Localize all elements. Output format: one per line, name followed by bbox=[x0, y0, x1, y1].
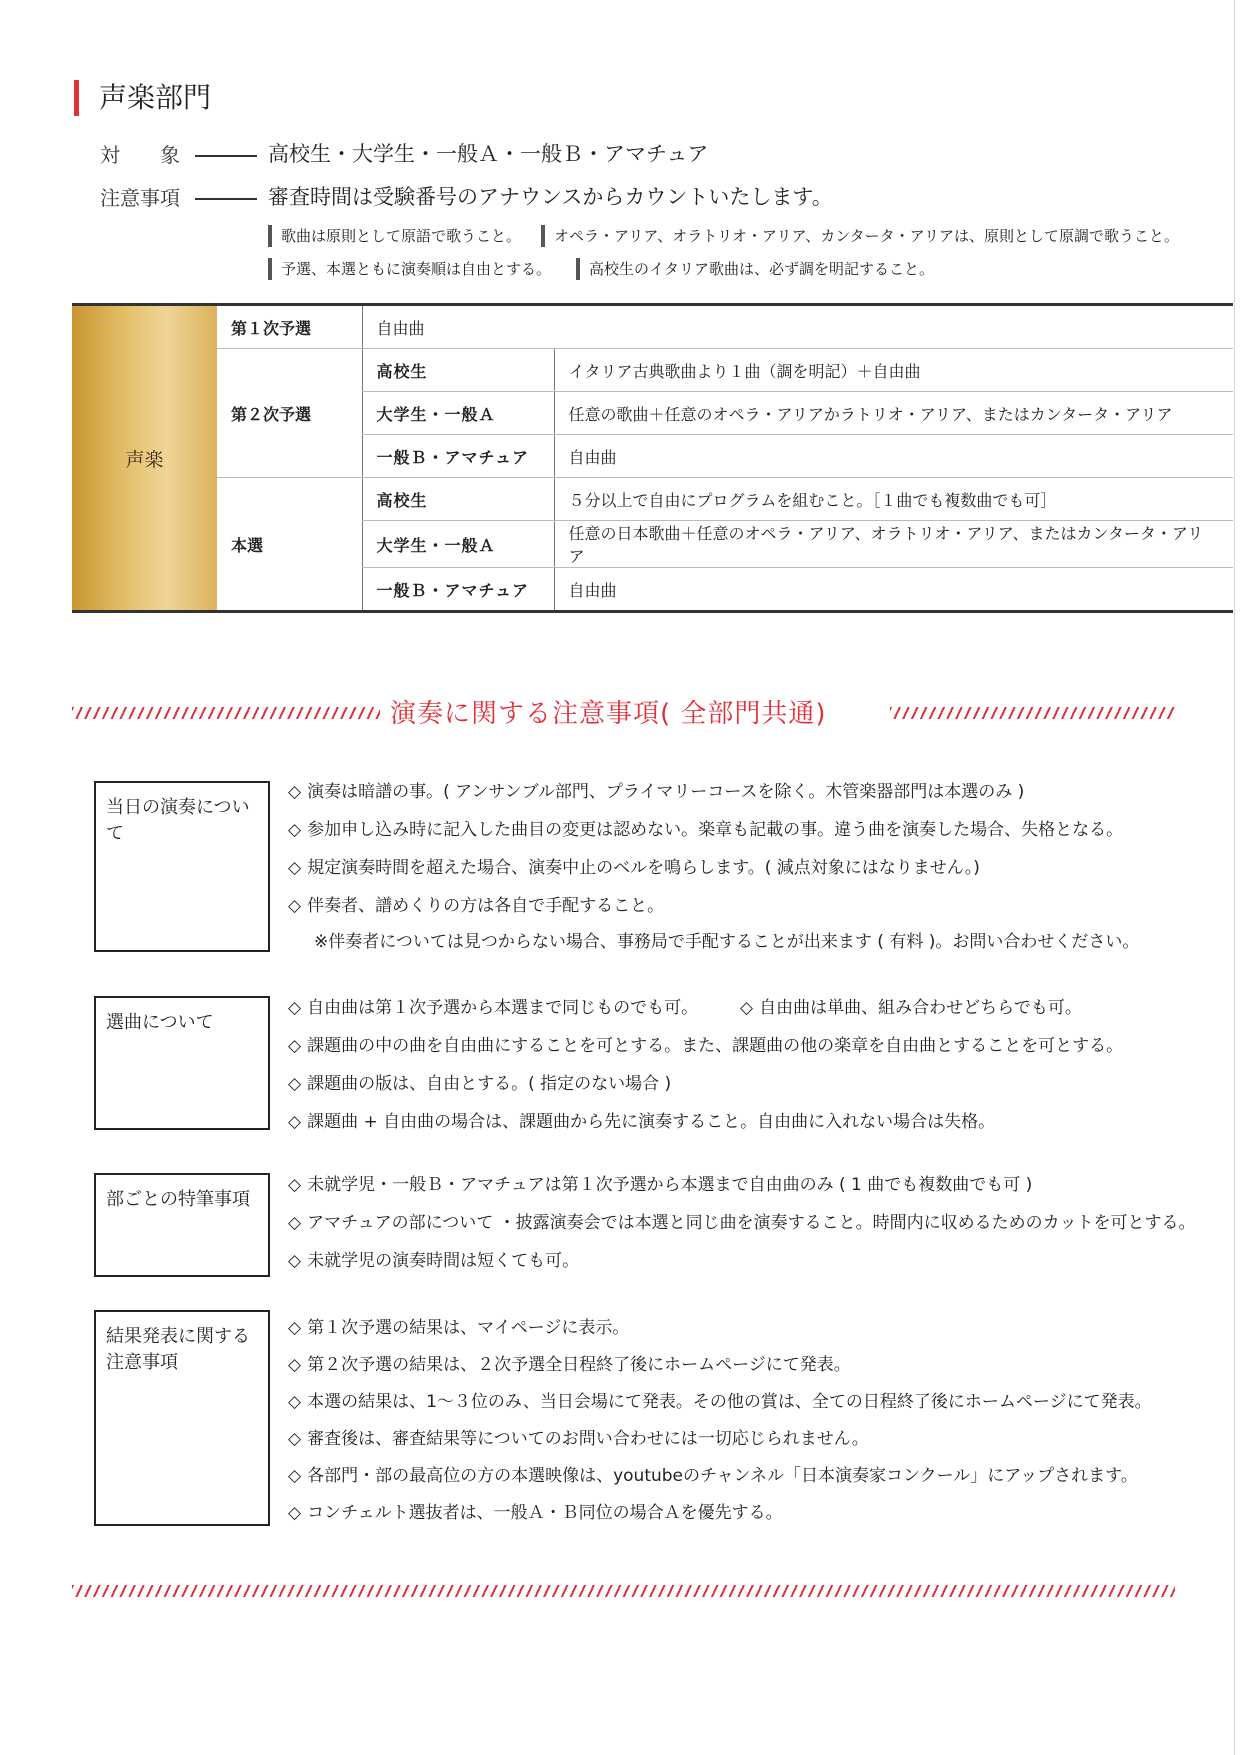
note-item: ◇ 伴奏者、譜めくりの方は各自で手配すること。 bbox=[288, 896, 665, 916]
note-item: ◇ 参加申し込み時に記入した曲目の変更は認めない。楽章も記載の事。違う曲を演奏した場合、失格となる。 bbox=[288, 820, 1124, 840]
requirements-table bbox=[72, 303, 1233, 613]
note-item: ◇ 演奏は暗譜の事。( アンサンブル部門、プライマリーコースを除く。木管楽器部門は本選のみ ) bbox=[288, 782, 1025, 802]
note-item: ◇ 規定演奏時間を超えた場合、演奏中止のベルを鳴らします。( 減点対象にはなりません。) bbox=[288, 858, 980, 878]
stage-name: 本選 bbox=[217, 478, 362, 612]
diamond-icon: ◇ bbox=[288, 998, 302, 1018]
note-item: ◇ 第１次予選の結果は、マイページに表示。 bbox=[288, 1318, 630, 1338]
table-row bbox=[72, 349, 1233, 392]
diamond-icon: ◇ bbox=[288, 1392, 302, 1412]
group-cell: 一般Ｂ・アマチュア bbox=[362, 435, 554, 478]
content-cell: 任意の歌曲＋任意のオペラ・アリアかラトリオ・アリア、またはカンタータ・アリア bbox=[554, 392, 1233, 435]
note-item: オペラ・アリア、オラトリオ・アリア、カンタータ・アリアは、原則として原調で歌うこと。 bbox=[541, 225, 1179, 247]
stage-name: 第２次予選 bbox=[217, 349, 362, 478]
content-cell: 自由曲 bbox=[554, 568, 1233, 612]
caution-label: 注意事項 bbox=[100, 186, 180, 210]
diamond-icon: ◇ bbox=[288, 1466, 302, 1486]
stage-name: 第１次予選 bbox=[217, 305, 362, 349]
caution-dash bbox=[195, 198, 257, 200]
stage-content: 自由曲 bbox=[362, 305, 1233, 349]
section-title: 声楽部門 bbox=[99, 81, 212, 114]
note-item: ◇ 未就学児・一般Ｂ・アマチュアは第１次予選から本選まで自由曲のみ ( 1 曲でも複数曲でも可 ) bbox=[288, 1175, 1033, 1195]
group-cell: 高校生 bbox=[362, 349, 554, 392]
note-item: ◇ 課題曲 + 自由曲の場合は、課題曲から先に演奏すること。自由曲に入れない場合は失格。 bbox=[288, 1112, 996, 1132]
note-footnote: ※伴奏者については見つからない場合、事務局で手配することが出来ます ( 有料 )。お問い合わせください。 bbox=[314, 932, 1140, 952]
content-cell: 自由曲 bbox=[554, 435, 1233, 478]
table-row bbox=[72, 305, 1233, 349]
note-item: ◇ 自由曲は単曲、組み合わせどちらでも可。 bbox=[740, 998, 1082, 1018]
note-item: 予選、本選ともに演奏順は自由とする。 bbox=[268, 258, 551, 280]
note-label-box: 選曲について bbox=[94, 996, 270, 1130]
diamond-icon: ◇ bbox=[288, 820, 302, 840]
diamond-icon: ◇ bbox=[288, 1251, 302, 1271]
content-cell: 任意の日本歌曲＋任意のオペラ・アリア、オラトリオ・アリア、またはカンタータ・アリア bbox=[554, 521, 1233, 568]
diamond-icon: ◇ bbox=[288, 1318, 302, 1338]
diamond-icon: ◇ bbox=[288, 1429, 302, 1449]
content-cell: ５分以上で自由にプログラムを組むこと。［１曲でも複数曲でも可］ bbox=[554, 478, 1233, 521]
diamond-icon: ◇ bbox=[288, 1503, 302, 1523]
diamond-icon: ◇ bbox=[288, 1074, 302, 1094]
note-item: ◇ 第２次予選の結果は、２次予選全日程終了後にホームページにて発表。 bbox=[288, 1355, 851, 1375]
target-label: 対 象 bbox=[100, 143, 180, 167]
group-cell: 大学生・一般Ａ bbox=[362, 392, 554, 435]
diamond-icon: ◇ bbox=[288, 1355, 302, 1375]
hatch-divider bbox=[72, 1585, 1175, 1597]
group-cell: 大学生・一般Ａ bbox=[362, 521, 554, 568]
note-label-box: 結果発表に関する注意事項 bbox=[94, 1310, 270, 1526]
diamond-icon: ◇ bbox=[288, 782, 302, 802]
note-item: ◇ 課題曲の版は、自由とする。( 指定のない場合 ) bbox=[288, 1074, 672, 1094]
note-item: ◇ 審査後は、審査結果等についてのお問い合わせには一切応じられません。 bbox=[288, 1429, 869, 1449]
note-item: ◇ 各部門・部の最高位の方の本選映像は、youtubeのチャンネル「日本演奏家コンクール」にアップされます。 bbox=[288, 1466, 1138, 1486]
hatch-divider bbox=[72, 707, 380, 719]
content-cell: イタリア古典歌曲より１曲（調を明記）＋自由曲 bbox=[554, 349, 1233, 392]
note-item: ◇ 自由曲は第１次予選から本選まで同じものでも可。 bbox=[288, 998, 699, 1018]
banner-title: 演奏に関する注意事項( 全部門共通) bbox=[390, 699, 827, 729]
diamond-icon: ◇ bbox=[740, 998, 754, 1018]
note-item: ◇ コンチェルト選抜者は、一般Ａ・Ｂ同位の場合Ａを優先する。 bbox=[288, 1503, 783, 1523]
group-cell: 一般Ｂ・アマチュア bbox=[362, 568, 554, 612]
diamond-icon: ◇ bbox=[288, 1036, 302, 1056]
note-label-box: 当日の演奏について bbox=[94, 781, 270, 952]
note-label-box: 部ごとの特筆事項 bbox=[94, 1173, 270, 1277]
diamond-icon: ◇ bbox=[288, 1112, 302, 1132]
note-item: ◇ 課題曲の中の曲を自由曲にすることを可とする。また、課題曲の他の楽章を自由曲とすることを可とする。 bbox=[288, 1036, 1124, 1056]
caution-value: 審査時間は受験番号のアナウンスからカウントいたします。 bbox=[268, 185, 833, 209]
diamond-icon: ◇ bbox=[288, 1213, 302, 1233]
note-item: ◇ アマチュアの部について ・披露演奏会では本選と同じ曲を演奏すること。時間内に収めるためのカットを可とする。 bbox=[288, 1213, 1196, 1233]
diamond-icon: ◇ bbox=[288, 858, 302, 878]
category-cell: 声楽 bbox=[72, 305, 217, 612]
target-dash bbox=[195, 155, 257, 157]
section-marker bbox=[74, 80, 79, 116]
page-edge-line bbox=[1234, 0, 1235, 1755]
hatch-divider bbox=[890, 707, 1175, 719]
note-item: 高校生のイタリア歌曲は、必ず調を明記すること。 bbox=[576, 258, 934, 280]
table-row bbox=[72, 478, 1233, 521]
note-item: ◇ 未就学児の演奏時間は短くても可。 bbox=[288, 1251, 580, 1271]
group-cell: 高校生 bbox=[362, 478, 554, 521]
diamond-icon: ◇ bbox=[288, 1175, 302, 1195]
target-value: 高校生・大学生・一般Ａ・一般Ｂ・アマチュア bbox=[268, 142, 709, 166]
note-item: ◇ 本選の結果は、1〜３位のみ、当日会場にて発表。その他の賞は、全ての日程終了後にホームページにて発表。 bbox=[288, 1392, 1152, 1412]
note-item: 歌曲は原則として原語で歌うこと。 bbox=[268, 225, 521, 247]
diamond-icon: ◇ bbox=[288, 896, 302, 916]
